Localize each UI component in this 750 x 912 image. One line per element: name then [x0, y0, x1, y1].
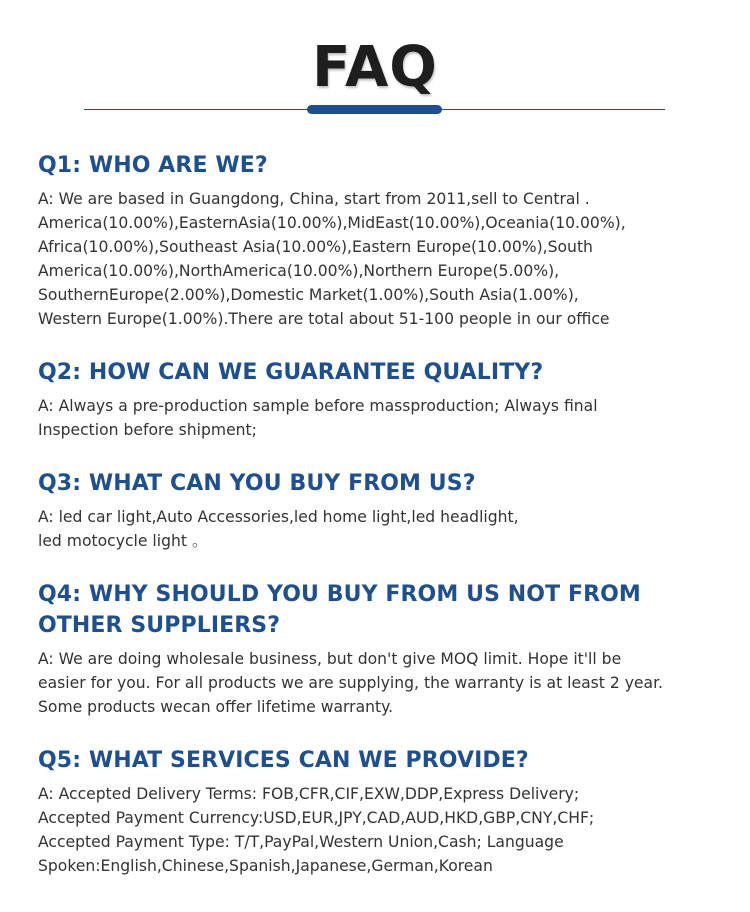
faq-question: Q1: WHO ARE WE? — [38, 153, 268, 178]
faq-item-q3 — [38, 468, 728, 553]
faq-answer: A: We are based in Guangdong, China, start from 2011,sell to Central . America(10.00%),EasternAsia(10.00%),MidEast(10.00%),Oceania(10.00%), Africa(10.00%),Southeast Asia(10.00%),Eastern Europe(10.00%),South America(10.00%),NorthAmerica(10.00%),Northern Europe(5.00%), SouthernEurope(2.00%),Domestic Market(1.00%),South Asia(1.00%), Western Europe(1.00%).There are total about 51-100 people in our office — [38, 190, 626, 328]
faq-item-q5 — [38, 745, 728, 878]
faq-item-q4 — [38, 579, 728, 719]
faq-question: Q2: HOW CAN WE GUARANTEE QUALITY? — [38, 360, 544, 385]
faq-answer: A: Always a pre-production sample before massproduction; Always final Inspection before shipment; — [38, 397, 598, 439]
faq-item-q1 — [38, 150, 728, 331]
faq-header — [0, 0, 750, 120]
faq-list — [38, 150, 728, 904]
faq-answer: A: We are doing wholesale business, but don't give MOQ limit. Hope it'll be easier for you. For all products we are supplying, the warranty is at least 2 year. Some products wecan offer lifetime warranty. — [38, 650, 664, 716]
faq-answer: A: led car light,Auto Accessories,led home light,led headlight, led motocycle light 。 — [38, 508, 519, 550]
faq-question: Q4: WHY SHOULD YOU BUY FROM US NOT FROM OTHER SUPPLIERS? — [38, 582, 641, 638]
faq-question: Q3: WHAT CAN YOU BUY FROM US? — [38, 471, 476, 496]
header-accent-bar — [307, 105, 442, 114]
faq-question: Q5: WHAT SERVICES CAN WE PROVIDE? — [38, 748, 529, 773]
faq-answer: A: Accepted Delivery Terms: FOB,CFR,CIF,EXW,DDP,Express Delivery; Accepted Payment Currency:USD,EUR,JPY,CAD,AUD,HKD,GBP,CNY,CHF; Accepted Payment Type: T/T,PayPal,Western Union,Cash; Language Spoken:English,Chinese,Spanish,Japanese,German,Korean — [38, 785, 595, 875]
faq-item-q2 — [38, 357, 728, 442]
page-title: FAQ — [312, 35, 438, 100]
